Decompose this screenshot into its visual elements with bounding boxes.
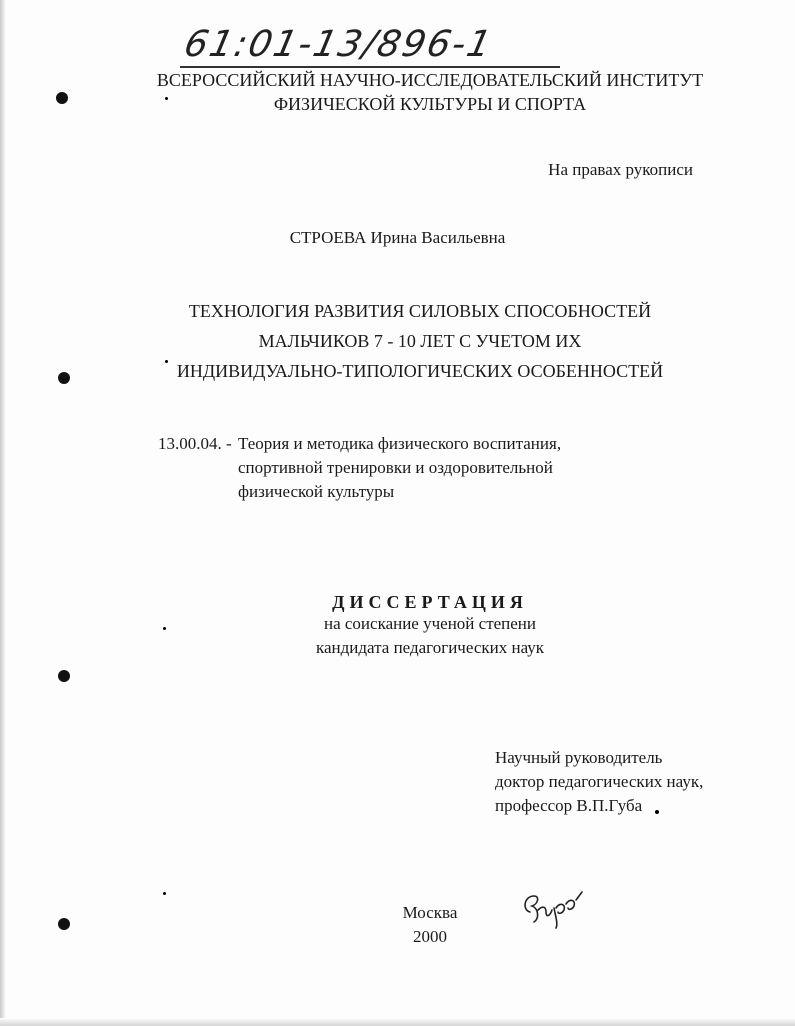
rights-note: На правах рукописи [548, 160, 693, 179]
title-line-2: МАЛЬЧИКОВ 7 - 10 ЛЕТ С УЧЕТОМ ИХ [258, 331, 582, 351]
supervisor-role: Научный руководитель [495, 748, 663, 767]
institute-line-1: ВСЕРОССИЙСКИЙ НАУЧНО-ИССЛЕДОВАТЕЛЬСКИЙ ИНСТИТУТ [156, 70, 704, 90]
punch-hole [58, 670, 70, 682]
specialty-line-2: спортивной тренировки и оздоровительной [238, 458, 553, 477]
institute-line-2: ФИЗИЧЕСКОЙ КУЛЬТУРЫ И СПОРТА [273, 94, 587, 114]
supervisor-name: профессор В.П.Губа [495, 796, 643, 815]
punch-hole [58, 918, 70, 930]
supervisor-degree: доктор педагогических наук, [495, 772, 704, 791]
title-line-1: ТЕХНОЛОГИЯ РАЗВИТИЯ СИЛОВЫХ СПОСОБНОСТЕЙ [188, 301, 652, 321]
year: 2000 [413, 927, 447, 946]
specialty-line-1: Теория и методика физического воспитания, [238, 434, 562, 453]
city: Москва [402, 903, 458, 922]
scan-bottom-edge [0, 1018, 795, 1026]
signature-icon [520, 882, 590, 932]
title-line-3: ИНДИВИДУАЛЬНО-ТИПОЛОГИЧЕСКИХ ОСОБЕННОСТЕЙ [176, 361, 664, 381]
degree-line-2: кандидата педагогических наук [315, 638, 545, 657]
scan-left-edge [0, 0, 6, 1026]
author-name: СТРОЕВА Ирина Васильевна [289, 228, 506, 247]
punch-hole [56, 92, 68, 104]
degree-line-1: на соискание ученой степени [323, 614, 537, 633]
specialty-line-3: физической культуры [238, 482, 395, 501]
dissertation-heading: ДИССЕРТАЦИЯ [332, 592, 528, 612]
handwritten-catalog-number: 61:01-13/896-1 [180, 24, 497, 65]
dissertation-title [100, 296, 740, 386]
specialty-code: 13.00.04. - [158, 434, 232, 453]
speck [163, 892, 166, 895]
institute-name [100, 68, 760, 116]
punch-hole [58, 372, 70, 384]
speck [655, 810, 659, 814]
